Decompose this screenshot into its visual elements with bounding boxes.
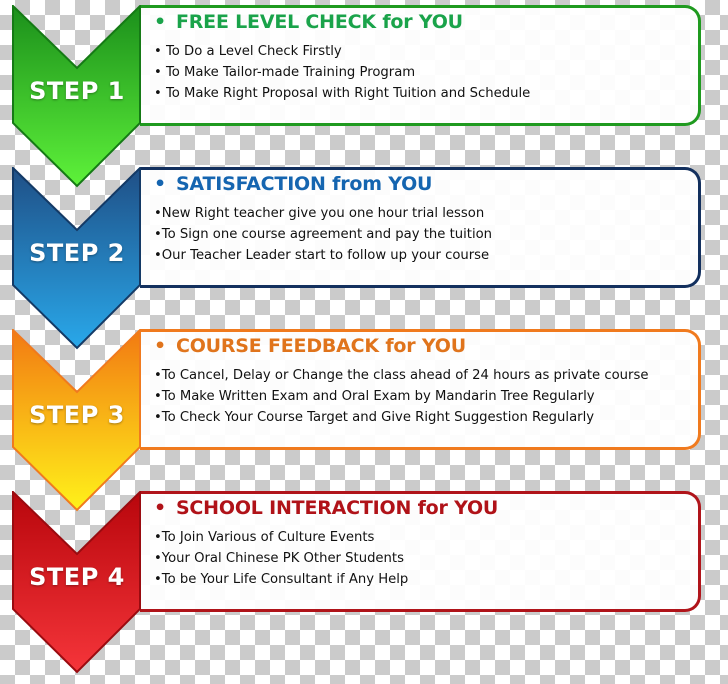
list-item: •To be Your Life Consultant if Any Help [154, 572, 409, 587]
step-4-box [140, 491, 701, 612]
step-2-box [140, 167, 701, 288]
list-item: • To Make Tailor-made Training Program [154, 65, 416, 80]
list-item: •To Check Your Course Target and Give Right Suggestion Regularly [154, 410, 595, 425]
list-item: • To Do a Level Check Firstly [154, 44, 342, 59]
step-3-box [140, 329, 701, 450]
step-1-list [154, 41, 530, 104]
step-3-list [154, 365, 648, 428]
bullet-icon: • [154, 497, 166, 519]
step-4-list [154, 527, 408, 590]
bullet-icon: • [154, 335, 166, 357]
step-2-list [154, 203, 492, 266]
step-1-box [140, 5, 701, 126]
list-item: • To Make Right Proposal with Right Tuition and Schedule [154, 86, 531, 101]
list-item: •Your Oral Chinese PK Other Students [154, 551, 404, 566]
step-1-title: • FREE LEVEL CHECK for YOU [154, 11, 463, 33]
step-2-title: • SATISFACTION from YOU [154, 173, 433, 195]
list-item: •New Right teacher give you one hour trial lesson [154, 206, 485, 221]
step-4-title: • SCHOOL INTERACTION for YOU [154, 497, 499, 519]
list-item: •To Sign one course agreement and pay the tuition [154, 227, 493, 242]
step-2-label: STEP 2 [29, 239, 125, 267]
step-4-label: STEP 4 [29, 563, 125, 591]
list-item: •To Make Written Exam and Oral Exam by Mandarin Tree Regularly [154, 389, 595, 404]
step-4 [0, 491, 728, 681]
step-3-title: • COURSE FEEDBACK for YOU [154, 335, 466, 357]
list-item: •To Join Various of Culture Events [154, 530, 375, 545]
list-item: •To Cancel, Delay or Change the class ahead of 24 hours as private course [154, 368, 649, 383]
step-3-label: STEP 3 [29, 401, 125, 429]
list-item: •Our Teacher Leader start to follow up your course [154, 248, 490, 263]
step-1-label: STEP 1 [29, 77, 125, 105]
bullet-icon: • [154, 11, 166, 33]
bullet-icon: • [154, 173, 166, 195]
